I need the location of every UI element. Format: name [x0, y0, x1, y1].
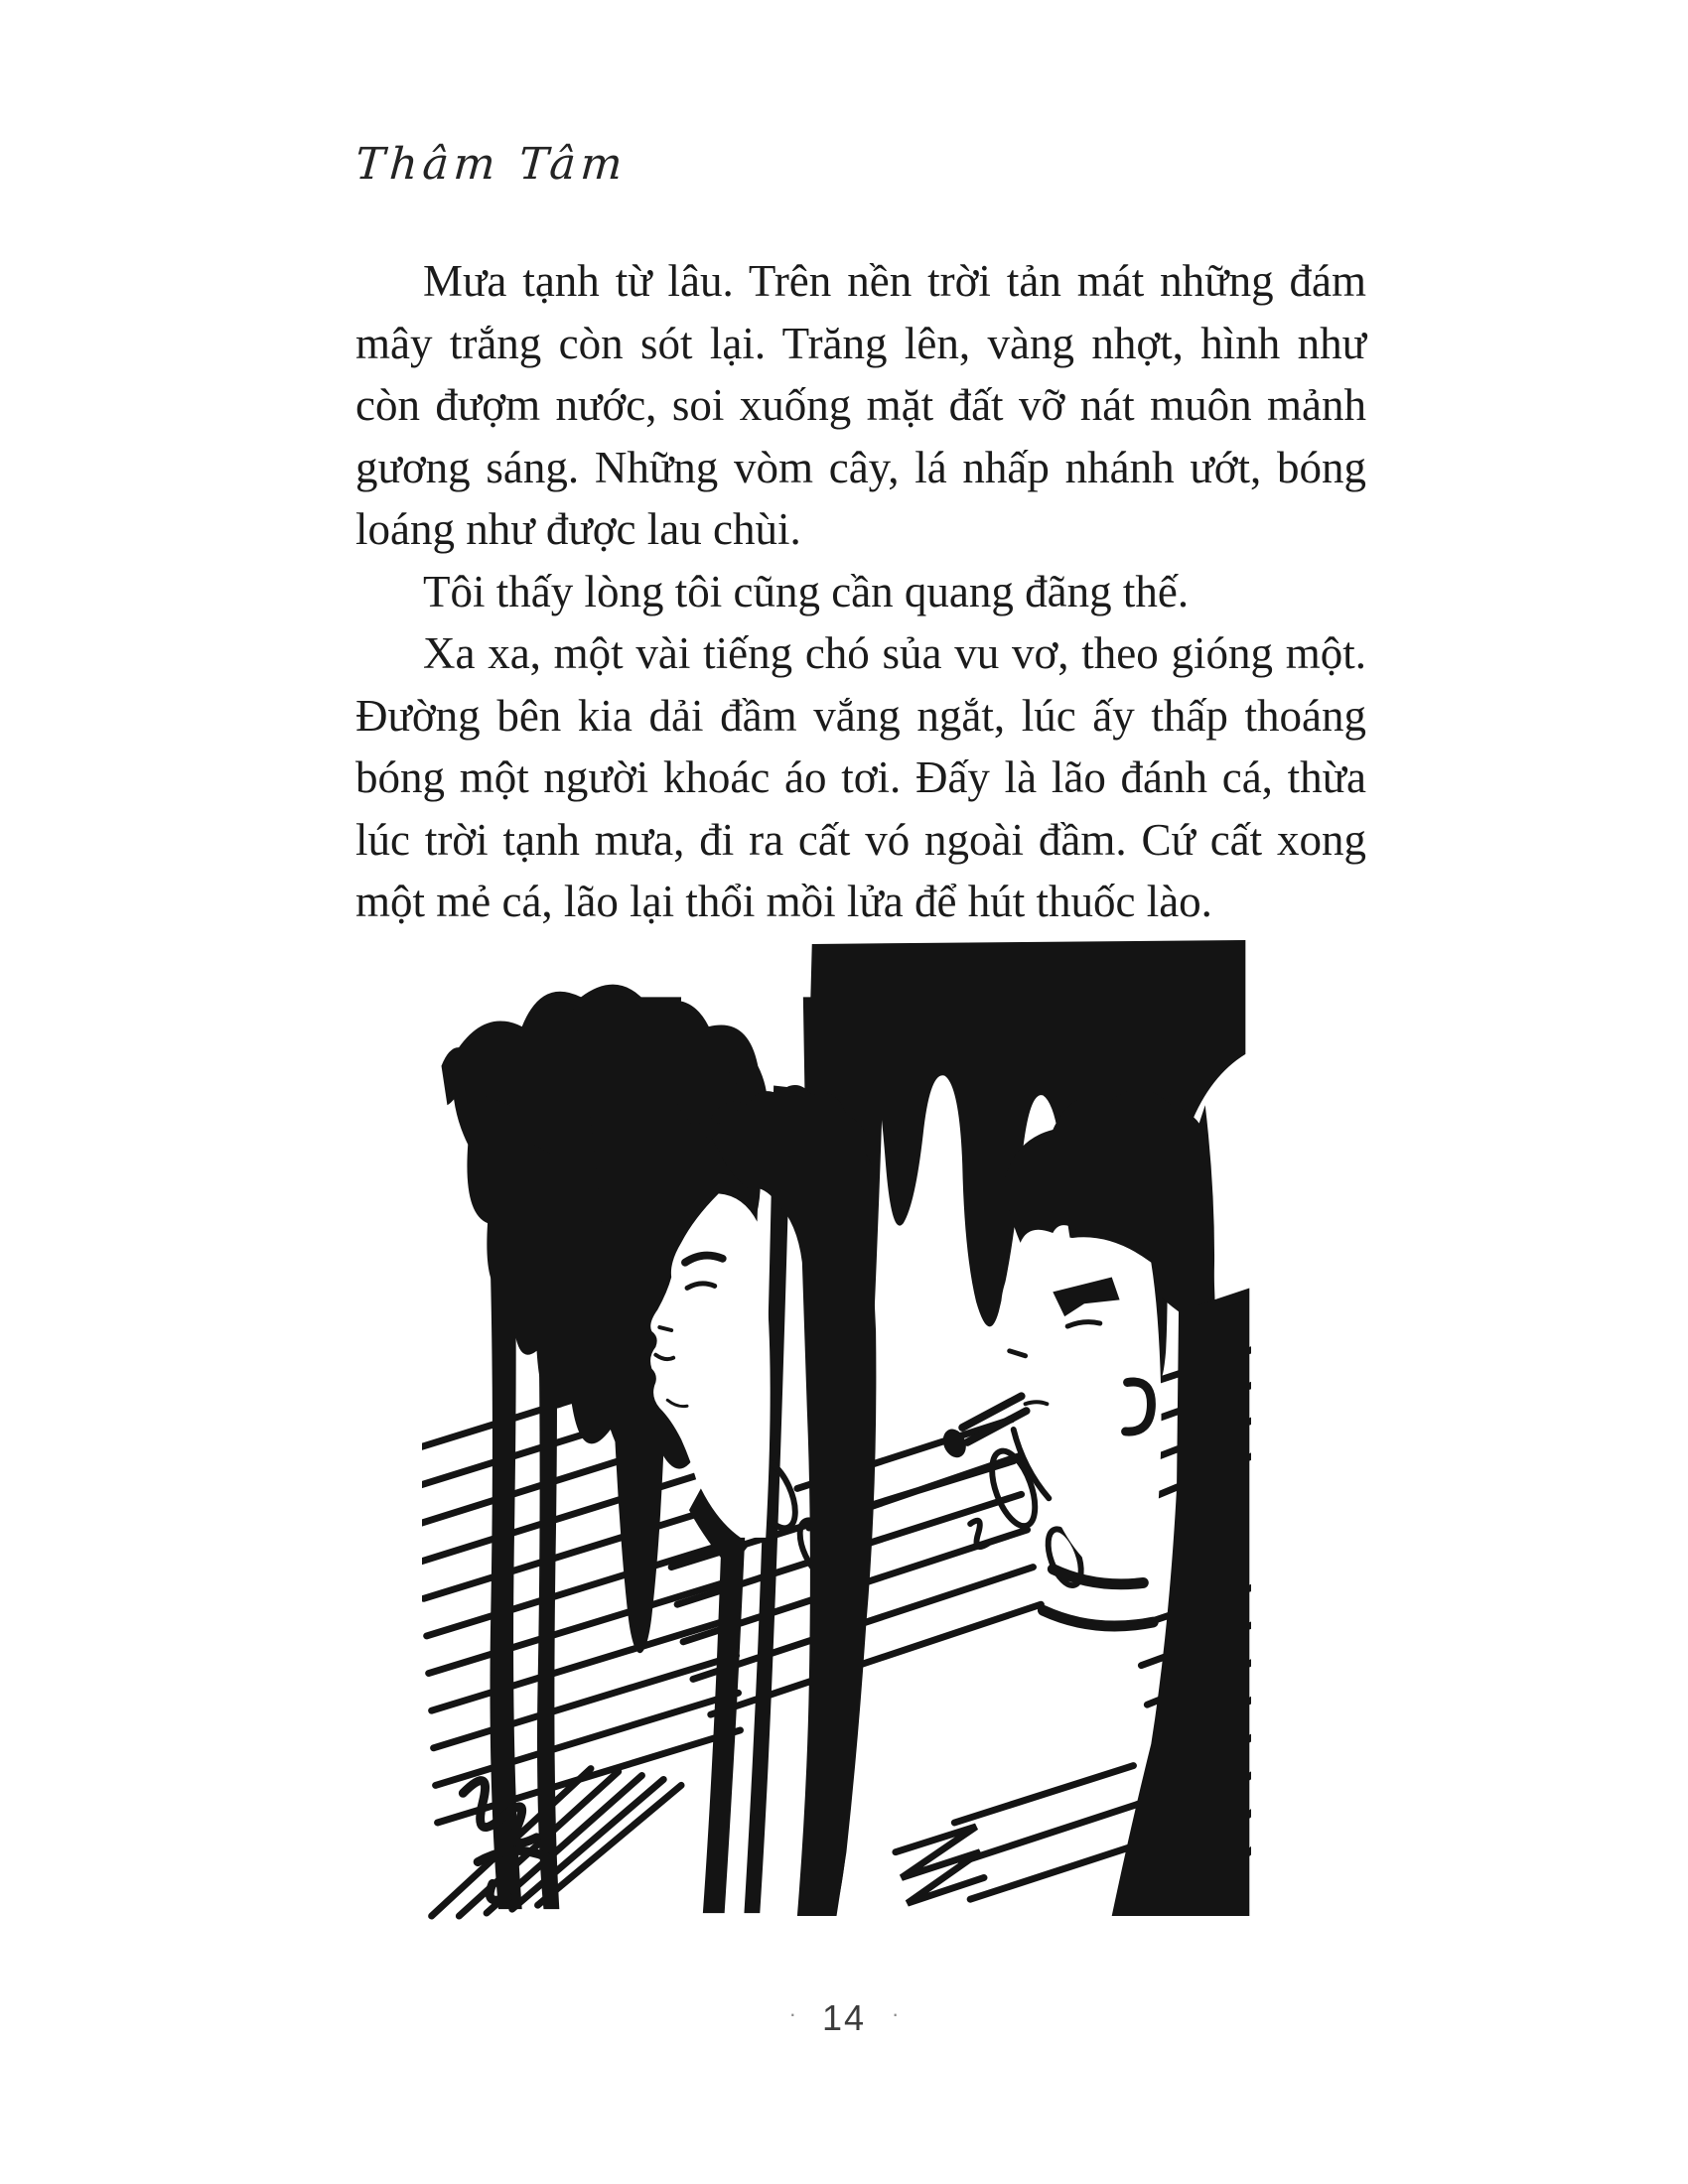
woodcut-illustration	[422, 938, 1251, 1921]
text-line: còn đượm nước, soi xuống mặt đất vỡ nát muôn mảnh	[355, 380, 1366, 430]
text-line: Tôi thấy lòng tôi cũng cần quang đãng thế.	[423, 566, 1190, 616]
text-line: Xa xa, một vài tiếng chó sủa vu vơ, theo gióng một.	[423, 628, 1366, 678]
running-header-author: Thâm Tâm	[353, 139, 630, 190]
woodcut-illustration-svg	[422, 938, 1251, 1921]
man-collar	[1043, 1570, 1153, 1626]
folio-right-dot: ·	[892, 2001, 900, 2026]
text-line: Đường bên kia dải đầm vắng ngắt, lúc ấy thấp thoáng	[355, 690, 1366, 741]
text-line: mây trắng còn sót lại. Trăng lên, vàng nhợt, hình như	[355, 318, 1366, 368]
body-text	[355, 250, 1366, 933]
page-number-row	[0, 1997, 1688, 2039]
text-line: một mẻ cá, lão lại thổi mồi lửa để hút thuốc lào.	[355, 877, 1212, 926]
text-line: lúc trời tạnh mưa, đi ra cất vó ngoài đầm. Cứ cất xong	[355, 814, 1366, 865]
text-line: gương sáng. Những vòm cây, lá nhấp nhánh ướt, bóng	[355, 442, 1366, 492]
text-line: bóng một người khoác áo tơi. Đấy là lão đánh cá, thừa	[355, 752, 1366, 802]
text-line: loáng như được lau chùi.	[355, 504, 801, 554]
page-number: 14	[821, 1997, 867, 2038]
text-line: Mưa tạnh từ lâu. Trên nền trời tản mát những đám	[423, 256, 1366, 306]
folio-left-dot: ·	[788, 2001, 796, 2026]
